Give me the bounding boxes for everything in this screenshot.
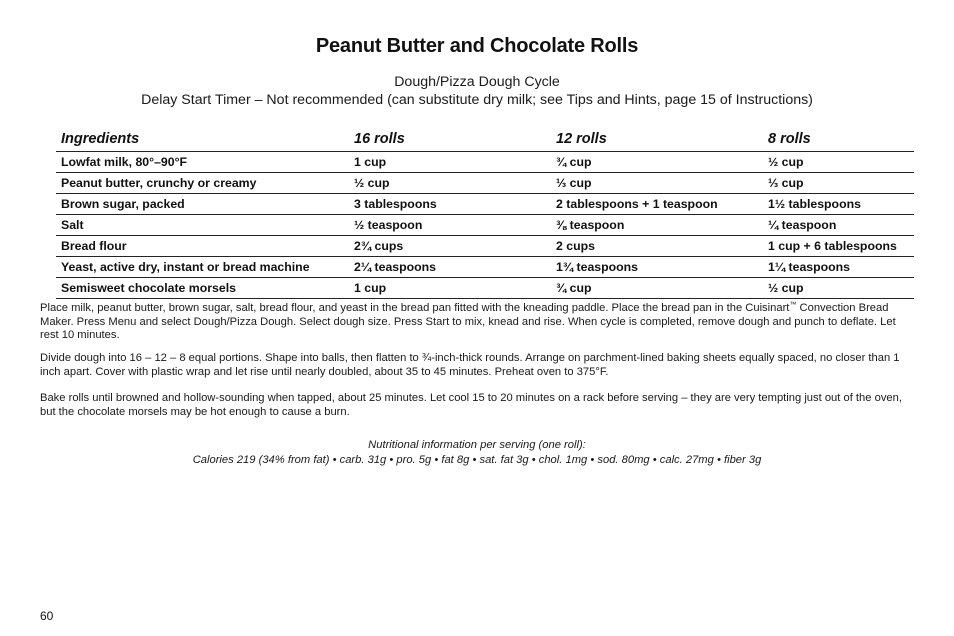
amount-8: 1 cup + 6 tablespoons — [763, 236, 914, 257]
header-16-rolls: 16 rolls — [349, 126, 551, 152]
amount-8: ½ cup — [763, 278, 914, 299]
delay-timer-note: Delay Start Timer – Not recommended (can substitute dry milk; see Tips and Hints, page 15 of Instructions) — [141, 92, 813, 108]
amount-16: 2¼ teaspoons — [349, 257, 551, 278]
amount-16: 1 cup — [349, 278, 551, 299]
cycle-subtitle: Dough/Pizza Dough Cycle — [394, 74, 560, 90]
instruction-step-1 — [40, 302, 906, 343]
amount-8: 1¼ teaspoons — [763, 257, 914, 278]
page-number: 60 — [40, 609, 54, 623]
amount-8: ¼ teaspoon — [763, 215, 914, 236]
amount-8: 1½ tablespoons — [763, 194, 914, 215]
ingredient-name: Salt — [56, 215, 349, 236]
trademark-symbol: ™ — [789, 301, 797, 309]
nutrition-values: Calories 219 (34% from fat) • carb. 31g • pro. 5g • fat 8g • sat. fat 3g • chol. 1mg • sod. 80mg • calc. 27mg • fiber 3g — [192, 454, 762, 466]
header-8-rolls: 8 rolls — [763, 126, 914, 152]
table-header-row — [56, 126, 914, 152]
table-row — [56, 194, 914, 215]
ingredient-name: Brown sugar, packed — [56, 194, 349, 215]
amount-12: ¾ cup — [551, 278, 763, 299]
amount-16: 3 tablespoons — [349, 194, 551, 215]
amount-16: 1 cup — [349, 152, 551, 173]
amount-12: 1¾ teaspoons — [551, 257, 763, 278]
amount-8: ⅓ cup — [763, 173, 914, 194]
ingredient-name: Semisweet chocolate morsels — [56, 278, 349, 299]
table-row — [56, 173, 914, 194]
table-row — [56, 236, 914, 257]
ingredient-name: Bread flour — [56, 236, 349, 257]
amount-12: ⅓ cup — [551, 173, 763, 194]
table-row — [56, 278, 914, 299]
instruction-step-2: Divide dough into 16 – 12 – 8 equal portions. Shape into balls, then flatten to ¾-inch-thick rounds. Arrange on parchment-lined baking sheets equally spaced, no closer than 1 inch apart. Cover with plastic wrap and let rise until nearly doubled, about 35 to 45 minutes. Preheat oven to 375°F. — [40, 352, 900, 378]
amount-12: 2 cups — [551, 236, 763, 257]
ingredient-name: Yeast, active dry, instant or bread machine — [56, 257, 349, 278]
table-row — [56, 215, 914, 236]
header-12-rolls: 12 rolls — [551, 126, 763, 152]
ingredients-table — [56, 126, 914, 299]
nutrition-heading: Nutritional information per serving (one roll): — [368, 439, 586, 451]
amount-16: ½ teaspoon — [349, 215, 551, 236]
amount-16: 2¾ cups — [349, 236, 551, 257]
amount-12: ¾ cup — [551, 152, 763, 173]
amount-16: ½ cup — [349, 173, 551, 194]
table-row — [56, 257, 914, 278]
step-1-text-cont: Convection Bread Maker. Press Menu and select Dough/Pizza Dough. Select dough size. Press Start to mix, knead and rise. When cycle is completed, remove dough and punch to deflate. Let rest 10 minutes. — [40, 302, 896, 342]
ingredient-name: Lowfat milk, 80°–90°F — [56, 152, 349, 173]
table-row — [56, 152, 914, 173]
recipe-title: Peanut Butter and Chocolate Rolls — [315, 35, 639, 57]
ingredient-name: Peanut butter, crunchy or creamy — [56, 173, 349, 194]
step-1-text: Place milk, peanut butter, brown sugar, salt, bread flour, and yeast in the bread pan fitted with the kneading paddle. Place the bread pan in the Cuisinart — [40, 302, 790, 314]
amount-8: ½ cup — [763, 152, 914, 173]
instruction-step-3: Bake rolls until browned and hollow-sounding when tapped, about 25 minutes. Let cool 15 to 20 minutes on a rack before serving – they are very tempting just out of the oven, but the chocolate morsels may be hot enough to cause a burn. — [40, 392, 902, 418]
amount-12: 2 tablespoons + 1 teaspoon — [551, 194, 763, 215]
header-ingredients: Ingredients — [56, 126, 349, 152]
amount-12: ⅜ teaspoon — [551, 215, 763, 236]
